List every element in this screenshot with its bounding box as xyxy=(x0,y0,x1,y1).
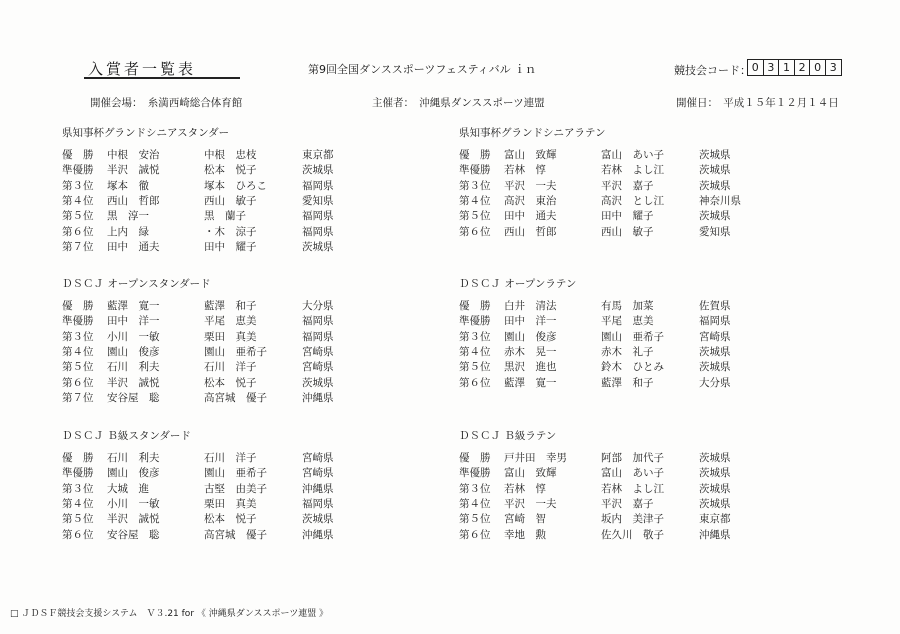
leader-name: 平沢 一夫 xyxy=(504,179,557,192)
leader-name: 田中 通夫 xyxy=(504,210,557,223)
leader-name: 石川 利夫 xyxy=(107,361,160,374)
leader-name: 西山 哲郎 xyxy=(107,194,160,207)
result-row xyxy=(459,147,759,161)
prefecture-cell: 東京都 xyxy=(699,513,731,526)
leader-name: 塚本 徹 xyxy=(107,179,149,192)
partner-name: 園山 亜希子 xyxy=(601,330,664,343)
rank-cell: 第６位 xyxy=(459,225,491,238)
prefecture-cell: 福岡県 xyxy=(302,179,334,192)
prefecture-cell: 宮崎県 xyxy=(302,467,334,480)
code-digit: 3 xyxy=(825,60,841,75)
leader-name: 赤木 晃一 xyxy=(504,345,557,358)
partner-name: 有馬 加菜 xyxy=(601,300,654,312)
title-underline xyxy=(84,77,240,79)
prefecture-cell: 宮崎県 xyxy=(302,345,334,358)
leader-name: 高沢 東治 xyxy=(504,194,557,207)
result-row xyxy=(459,527,759,541)
partner-name: 藍澤 和子 xyxy=(204,300,257,312)
prefecture-cell: 神奈川県 xyxy=(699,194,741,207)
result-row xyxy=(62,298,362,312)
prefecture-cell: 茨城県 xyxy=(302,513,334,526)
result-row xyxy=(62,178,362,192)
prefecture-cell: 茨城県 xyxy=(699,497,731,510)
result-row xyxy=(62,375,362,389)
leader-name: 若林 惇 xyxy=(504,482,546,495)
prefecture-cell: 宮崎県 xyxy=(302,452,334,464)
result-row xyxy=(62,147,362,161)
rank-cell: 準優勝 xyxy=(459,467,491,480)
leader-name: 大城 進 xyxy=(107,482,149,495)
result-row xyxy=(62,344,362,358)
rank-cell: 優 勝 xyxy=(459,149,491,161)
partner-name: 阿部 加代子 xyxy=(601,452,664,464)
result-row xyxy=(459,450,759,464)
leader-name: 若林 惇 xyxy=(504,164,546,177)
partner-name: 松本 悦子 xyxy=(204,513,257,526)
partner-name: 黒 蘭子 xyxy=(204,210,246,223)
partner-name: 平沢 嘉子 xyxy=(601,179,654,192)
result-row xyxy=(62,162,362,176)
prefecture-cell: 福岡県 xyxy=(699,315,731,328)
result-row xyxy=(459,344,759,358)
result-row xyxy=(459,298,759,312)
rank-cell: 第４位 xyxy=(459,194,491,207)
partner-name: 富山 あい子 xyxy=(601,149,664,161)
leader-name: 安谷屋 聡 xyxy=(107,391,160,404)
rank-cell: 第４位 xyxy=(459,345,491,358)
result-row xyxy=(459,496,759,510)
leader-name: 半沢 誠悦 xyxy=(107,513,160,526)
prefecture-cell: 沖縄県 xyxy=(302,482,334,495)
partner-name: 西山 敏子 xyxy=(204,194,257,207)
result-row xyxy=(459,481,759,495)
rank-cell: 優 勝 xyxy=(459,452,491,464)
prefecture-cell: 茨城県 xyxy=(699,482,731,495)
result-row xyxy=(62,208,362,222)
rank-cell: 第６位 xyxy=(62,225,94,238)
leader-name: 園山 俊彦 xyxy=(107,467,160,480)
partner-name: 石川 洋子 xyxy=(204,452,257,464)
partner-name: 高宮城 優子 xyxy=(204,528,267,541)
leader-name: 半沢 誠悦 xyxy=(107,164,160,177)
rank-cell: 優 勝 xyxy=(62,300,94,312)
prefecture-cell: 佐賀県 xyxy=(699,300,731,312)
prefecture-cell: 茨城県 xyxy=(699,149,731,161)
rank-cell: 第４位 xyxy=(62,194,94,207)
result-row xyxy=(62,313,362,327)
leader-name: 中根 安治 xyxy=(107,149,160,161)
section-title: ＤＳＣＪ Ｂ級スタンダード xyxy=(62,430,191,442)
result-row xyxy=(62,193,362,207)
partner-name: 藍澤 和子 xyxy=(601,376,654,389)
footer-system-note: □ ＪＤＳＦ競技会支援システム Ｖ３.21 for 《 沖縄県ダンススポーツ連盟 》 xyxy=(10,609,329,619)
rank-cell: 第６位 xyxy=(459,376,491,389)
partner-name: 古堅 由美子 xyxy=(204,482,267,495)
prefecture-cell: 沖縄県 xyxy=(302,391,334,404)
rank-cell: 準優勝 xyxy=(459,164,491,177)
rank-cell: 優 勝 xyxy=(62,452,94,464)
rank-cell: 第３位 xyxy=(459,482,491,495)
prefecture-cell: 愛知県 xyxy=(699,225,731,238)
prefecture-cell: 宮崎県 xyxy=(302,361,334,374)
partner-name: 塚本 ひろこ xyxy=(204,179,267,192)
venue-info: 開催会場： 糸満西崎総合体育館 xyxy=(90,97,243,109)
rank-cell: 第５位 xyxy=(459,210,491,223)
result-row xyxy=(459,224,759,238)
result-row xyxy=(459,511,759,525)
rank-cell: 第３位 xyxy=(62,179,94,192)
partner-name: 園山 亜希子 xyxy=(204,467,267,480)
rank-cell: 優 勝 xyxy=(459,300,491,312)
leader-name: 上内 緑 xyxy=(107,225,149,238)
rank-cell: 第５位 xyxy=(459,513,491,526)
rank-cell: 第６位 xyxy=(459,528,491,541)
code-digit: 0 xyxy=(809,60,825,75)
page-title: 入賞者一覧表 xyxy=(88,60,197,78)
code-digit: 1 xyxy=(778,60,794,75)
partner-name: 佐久川 敬子 xyxy=(601,528,664,541)
rank-cell: 第４位 xyxy=(459,497,491,510)
partner-name: 田中 耀子 xyxy=(204,240,257,253)
prefecture-cell: 大分県 xyxy=(699,376,731,389)
section-title: ＤＳＣＪ オープンスタンダード xyxy=(62,278,211,290)
leader-name: 藍澤 寛一 xyxy=(107,300,160,312)
prefecture-cell: 大分県 xyxy=(302,300,334,312)
partner-name: 園山 亜希子 xyxy=(204,345,267,358)
result-row xyxy=(459,313,759,327)
result-row xyxy=(62,450,362,464)
partner-name: ・木 涼子 xyxy=(204,225,257,238)
partner-name: 栗田 真美 xyxy=(204,330,257,343)
prefecture-cell: 福岡県 xyxy=(302,315,334,328)
partner-name: 若林 よし江 xyxy=(601,164,664,177)
partner-name: 富山 あい子 xyxy=(601,467,664,480)
rank-cell: 第６位 xyxy=(62,376,94,389)
leader-name: 白井 清法 xyxy=(504,300,557,312)
result-row xyxy=(459,193,759,207)
partner-name: 高沢 とし江 xyxy=(601,194,664,207)
organizer-info: 主催者： 沖縄県ダンススポーツ連盟 xyxy=(372,97,545,109)
leader-name: 宮崎 智 xyxy=(504,513,546,526)
prefecture-cell: 宮崎県 xyxy=(699,330,731,343)
leader-name: 西山 哲郎 xyxy=(504,225,557,238)
prefecture-cell: 茨城県 xyxy=(699,452,731,464)
partner-name: 若林 よし江 xyxy=(601,482,664,495)
code-digit: 0 xyxy=(751,61,759,74)
result-row xyxy=(459,359,759,373)
prefecture-cell: 福岡県 xyxy=(302,210,334,223)
rank-cell: 第３位 xyxy=(459,179,491,192)
prefecture-cell: 茨城県 xyxy=(699,179,731,192)
rank-cell: 第７位 xyxy=(62,391,94,404)
prefecture-cell: 茨城県 xyxy=(699,361,731,374)
section-title: ＤＳＣＪ オープンラテン xyxy=(459,278,577,290)
leader-name: 石川 利夫 xyxy=(107,452,160,464)
event-name: 第9回全国ダンススポーツフェスティバル ｉｎ xyxy=(308,63,537,76)
code-digit: 2 xyxy=(794,60,810,75)
date-info: 開催日： 平成１５年１２月１４日 xyxy=(676,97,839,109)
prefecture-cell: 福岡県 xyxy=(302,225,334,238)
leader-name: 田中 洋一 xyxy=(504,315,557,328)
rank-cell: 準優勝 xyxy=(62,467,94,480)
rank-cell: 第３位 xyxy=(62,482,94,495)
rank-cell: 第５位 xyxy=(62,513,94,526)
partner-name: 西山 敏子 xyxy=(601,225,654,238)
result-row xyxy=(62,390,362,404)
rank-cell: 第５位 xyxy=(459,361,491,374)
prefecture-cell: 東京都 xyxy=(302,149,334,161)
prefecture-cell: 茨城県 xyxy=(302,164,334,177)
section-title: ＤＳＣＪ Ｂ級ラテン xyxy=(459,430,557,442)
leader-name: 小川 一敏 xyxy=(107,330,160,343)
leader-name: 戸井田 幸男 xyxy=(504,452,567,464)
rank-cell: 第３位 xyxy=(459,330,491,343)
partner-name: 松本 悦子 xyxy=(204,164,257,177)
result-row xyxy=(62,511,362,525)
partner-name: 栗田 真美 xyxy=(204,497,257,510)
rank-cell: 準優勝 xyxy=(62,164,94,177)
prefecture-cell: 福岡県 xyxy=(302,497,334,510)
result-row xyxy=(62,481,362,495)
rank-cell: 準優勝 xyxy=(459,315,491,328)
result-row xyxy=(459,465,759,479)
prefecture-cell: 愛知県 xyxy=(302,194,334,207)
prefecture-cell: 沖縄県 xyxy=(699,528,731,541)
prefecture-cell: 茨城県 xyxy=(302,240,334,253)
leader-name: 半沢 誠悦 xyxy=(107,376,160,389)
result-row xyxy=(459,162,759,176)
rank-cell: 第４位 xyxy=(62,497,94,510)
code-digit: 3 xyxy=(763,60,779,75)
result-row xyxy=(459,178,759,192)
rank-cell: 第５位 xyxy=(62,210,94,223)
leader-name: 小川 一敏 xyxy=(107,497,160,510)
partner-name: 平尾 恵美 xyxy=(204,315,257,328)
partner-name: 坂内 美津子 xyxy=(601,513,664,526)
result-row xyxy=(62,496,362,510)
rank-cell: 第３位 xyxy=(62,330,94,343)
result-row xyxy=(459,208,759,222)
leader-name: 園山 俊彦 xyxy=(107,345,160,358)
result-row xyxy=(62,527,362,541)
leader-name: 田中 通夫 xyxy=(107,240,160,253)
result-row xyxy=(62,239,362,253)
partner-name: 中根 忠枝 xyxy=(204,149,257,161)
partner-name: 高宮城 優子 xyxy=(204,391,267,404)
leader-name: 安谷屋 聡 xyxy=(107,528,160,541)
rank-cell: 優 勝 xyxy=(62,149,94,161)
leader-name: 藍澤 寛一 xyxy=(504,376,557,389)
prefecture-cell: 茨城県 xyxy=(699,164,731,177)
rank-cell: 第６位 xyxy=(62,528,94,541)
result-row xyxy=(62,465,362,479)
result-row xyxy=(459,329,759,343)
rank-cell: 第５位 xyxy=(62,361,94,374)
prefecture-cell: 沖縄県 xyxy=(302,528,334,541)
rank-cell: 準優勝 xyxy=(62,315,94,328)
partner-name: 鈴木 ひとみ xyxy=(601,361,664,374)
leader-name: 園山 俊彦 xyxy=(504,330,557,343)
prefecture-cell: 茨城県 xyxy=(699,210,731,223)
partner-name: 平尾 恵美 xyxy=(601,315,654,328)
section-title: 県知事杯グランドシニアラテン xyxy=(459,127,606,139)
partner-name: 赤木 礼子 xyxy=(601,345,654,358)
prefecture-cell: 茨城県 xyxy=(699,467,731,480)
leader-name: 幸地 勲 xyxy=(504,528,546,541)
leader-name: 黒沢 進也 xyxy=(504,361,557,374)
leader-name: 富山 致輝 xyxy=(504,149,557,161)
result-row xyxy=(62,359,362,373)
leader-name: 平沢 一夫 xyxy=(504,497,557,510)
rank-cell: 第７位 xyxy=(62,240,94,253)
competition-code-label: 競技会コード： xyxy=(674,64,751,77)
partner-name: 石川 洋子 xyxy=(204,361,257,374)
result-row xyxy=(62,224,362,238)
prefecture-cell: 福岡県 xyxy=(302,330,334,343)
leader-name: 田中 洋一 xyxy=(107,315,160,328)
leader-name: 黒 淳一 xyxy=(107,210,149,223)
section-title: 県知事杯グランドシニアスタンダー xyxy=(62,127,230,139)
competition-code-box xyxy=(747,59,842,76)
result-row xyxy=(459,375,759,389)
partner-name: 松本 悦子 xyxy=(204,376,257,389)
prefecture-cell: 茨城県 xyxy=(302,376,334,389)
partner-name: 田中 耀子 xyxy=(601,210,654,223)
rank-cell: 第４位 xyxy=(62,345,94,358)
prefecture-cell: 茨城県 xyxy=(699,345,731,358)
result-row xyxy=(62,329,362,343)
leader-name: 富山 致輝 xyxy=(504,467,557,480)
partner-name: 平沢 嘉子 xyxy=(601,497,654,510)
